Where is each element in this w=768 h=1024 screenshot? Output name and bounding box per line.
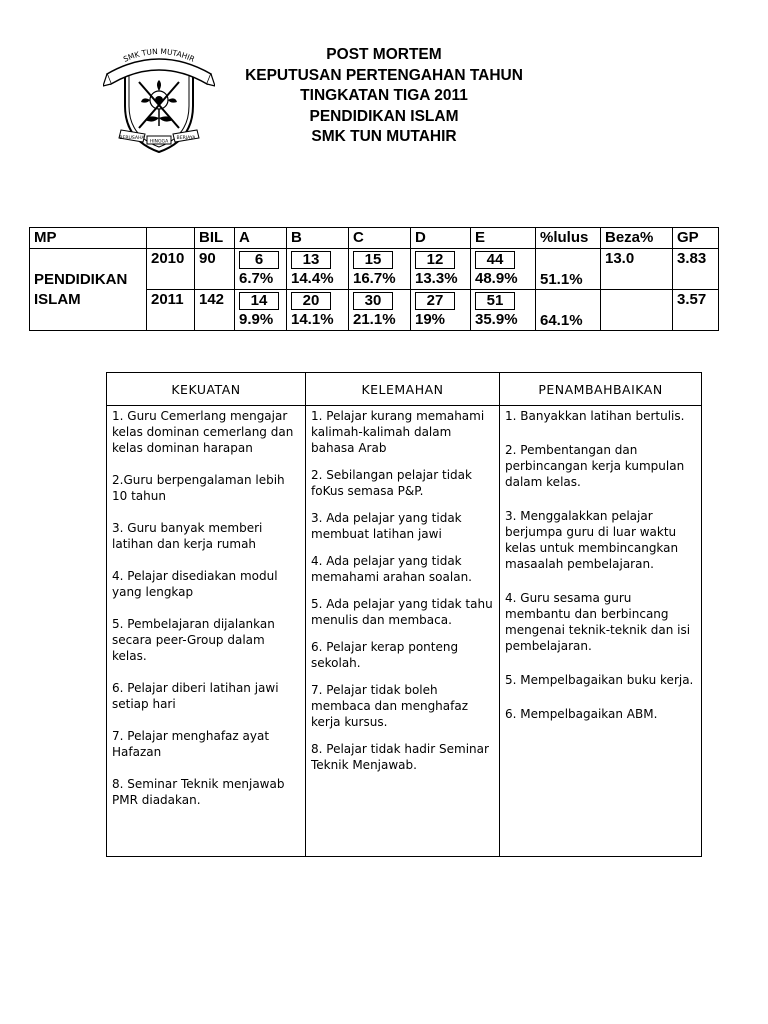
header-lulus: %lulus xyxy=(536,228,601,249)
results-table xyxy=(29,227,719,331)
beza-cell: 13.0 xyxy=(605,250,635,267)
grade-count: 30 xyxy=(353,292,393,310)
crest-motto-right: BERJAYA xyxy=(176,136,196,141)
list-item: 2. Sebilangan pelajar tidak foKus semasa P&P. xyxy=(311,468,472,498)
list-item: 4. Guru sesama guru membantu dan berbincang mengenai teknik-teknik dan isi pembelajaran. xyxy=(505,591,691,653)
list-item: 1. Guru Cemerlang mengajar kelas dominan cemerlang dan kelas dominan harapan xyxy=(112,409,294,455)
results-row-2010 xyxy=(30,249,719,290)
grade-percent: 9.9% xyxy=(239,311,274,328)
gp-cell: 3.83 xyxy=(677,250,707,267)
header-grade-b: B xyxy=(287,228,349,249)
list-item: 5. Ada pelajar yang tidak tahu menulis dan membaca. xyxy=(311,597,493,627)
year-cell: 2010 xyxy=(151,250,185,267)
grade-percent: 21.1% xyxy=(353,311,396,328)
list-item: 6. Mempelbagaikan ABM. xyxy=(505,707,658,721)
list-item: 6. Pelajar diberi latihan jawi setiap hari xyxy=(112,681,279,711)
header-grade-a: A xyxy=(235,228,287,249)
header-grade-e: E xyxy=(471,228,536,249)
grade-count: 13 xyxy=(291,251,331,269)
penambahbaikan-column xyxy=(500,406,702,857)
grade-percent: 14.1% xyxy=(291,311,334,328)
header-beza: Beza% xyxy=(601,228,673,249)
grade-percent: 14.4% xyxy=(291,270,334,287)
header-gp: GP xyxy=(673,228,719,249)
list-item: 3. Guru banyak memberi latihan dan kerja rumah xyxy=(112,521,263,551)
document-title xyxy=(180,45,588,148)
year-cell: 2011 xyxy=(151,291,184,308)
grade-count: 51 xyxy=(475,292,515,310)
list-item: 8. Pelajar tidak hadir Seminar Teknik Menjawab. xyxy=(311,742,489,772)
header-penambahbaikan: PENAMBAHBAIKAN xyxy=(500,373,702,406)
title-line: TINGKATAN TIGA 2011 xyxy=(300,87,468,104)
list-item: 2.Guru berpengalaman lebih 10 tahun xyxy=(112,473,285,503)
header-grade-c: C xyxy=(349,228,411,249)
analysis-body-row xyxy=(107,406,702,857)
list-item: 7. Pelajar tidak boleh membaca dan menghafaz kerja kursus. xyxy=(311,683,469,729)
grade-percent: 19% xyxy=(415,311,446,328)
title-line: PENDIDIKAN ISLAM xyxy=(309,107,459,125)
grade-count: 27 xyxy=(415,292,455,310)
bil-cell: 90 xyxy=(199,250,216,267)
grade-count: 44 xyxy=(475,251,515,269)
crest-motto-left: BERUSAHA xyxy=(119,136,145,141)
list-item: 1. Banyakkan latihan bertulis. xyxy=(505,409,685,423)
analysis-table xyxy=(106,372,702,857)
grade-count: 15 xyxy=(353,251,393,269)
header-kelemahan: KELEMAHAN xyxy=(306,373,500,406)
title-line: KEPUTUSAN PERTENGAHAN TAHUN xyxy=(245,66,523,84)
list-item: 4. Pelajar disediakan modul yang lengkap xyxy=(112,569,278,599)
results-header-row xyxy=(30,228,719,249)
subject-line: PENDIDIKAN xyxy=(34,270,128,288)
grade-percent: 16.7% xyxy=(353,270,396,287)
bil-cell: 142 xyxy=(199,291,225,308)
analysis-header-row xyxy=(107,373,702,406)
list-item: 6. Pelajar kerap ponteng sekolah. xyxy=(311,640,459,670)
list-item: 8. Seminar Teknik menjawab PMR diadakan. xyxy=(112,777,285,807)
header-bil: BIL xyxy=(195,228,235,249)
subject-cell xyxy=(30,249,147,331)
list-item: 7. Pelajar menghafaz ayat Hafazan xyxy=(112,729,270,759)
grade-count: 20 xyxy=(291,292,331,310)
crest-motto-center: HINGGA xyxy=(149,139,169,145)
header-grade-d: D xyxy=(411,228,471,249)
lulus-cell: 51.1% xyxy=(540,271,583,288)
list-item: 3. Menggalakkan pelajar berjumpa guru di luar waktu kelas untuk membincangkan masaalah pembelajaran. xyxy=(505,509,679,571)
grade-count: 6 xyxy=(239,251,279,269)
title-line: SMK TUN MUTAHIR xyxy=(311,128,457,145)
grade-count: 14 xyxy=(239,292,279,310)
grade-percent: 48.9% xyxy=(475,270,518,287)
header-year xyxy=(147,228,195,249)
grade-count: 12 xyxy=(415,251,455,269)
grade-percent: 13.3% xyxy=(415,270,458,287)
subject-line: ISLAM xyxy=(34,290,81,308)
list-item: 4. Ada pelajar yang tidak memahami arahan soalan. xyxy=(311,554,472,584)
kekuatan-column xyxy=(107,406,306,857)
grade-percent: 35.9% xyxy=(475,311,518,328)
list-item: 1. Pelajar kurang memahami kalimah-kalimah dalam bahasa Arab xyxy=(311,409,485,455)
list-item: 3. Ada pelajar yang tidak membuat latihan jawi xyxy=(311,511,462,541)
list-item: 2. Pembentangan dan perbincangan kerja kumpulan dalam kelas. xyxy=(505,443,685,489)
header-mp: MP xyxy=(30,228,147,249)
kelemahan-column xyxy=(306,406,500,857)
list-item: 5. Pembelajaran dijalankan secara peer-Group dalam kelas. xyxy=(112,617,275,663)
grade-percent: 6.7% xyxy=(239,270,274,287)
lulus-cell: 64.1% xyxy=(540,312,583,329)
list-item: 5. Mempelbagaikan buku kerja. xyxy=(505,673,694,687)
title-line: POST MORTEM xyxy=(326,46,442,63)
gp-cell: 3.57 xyxy=(677,291,707,308)
header-kekuatan: KEKUATAN xyxy=(107,373,306,406)
crest-banner-text: SMK TUN MUTAHIR xyxy=(121,46,197,64)
